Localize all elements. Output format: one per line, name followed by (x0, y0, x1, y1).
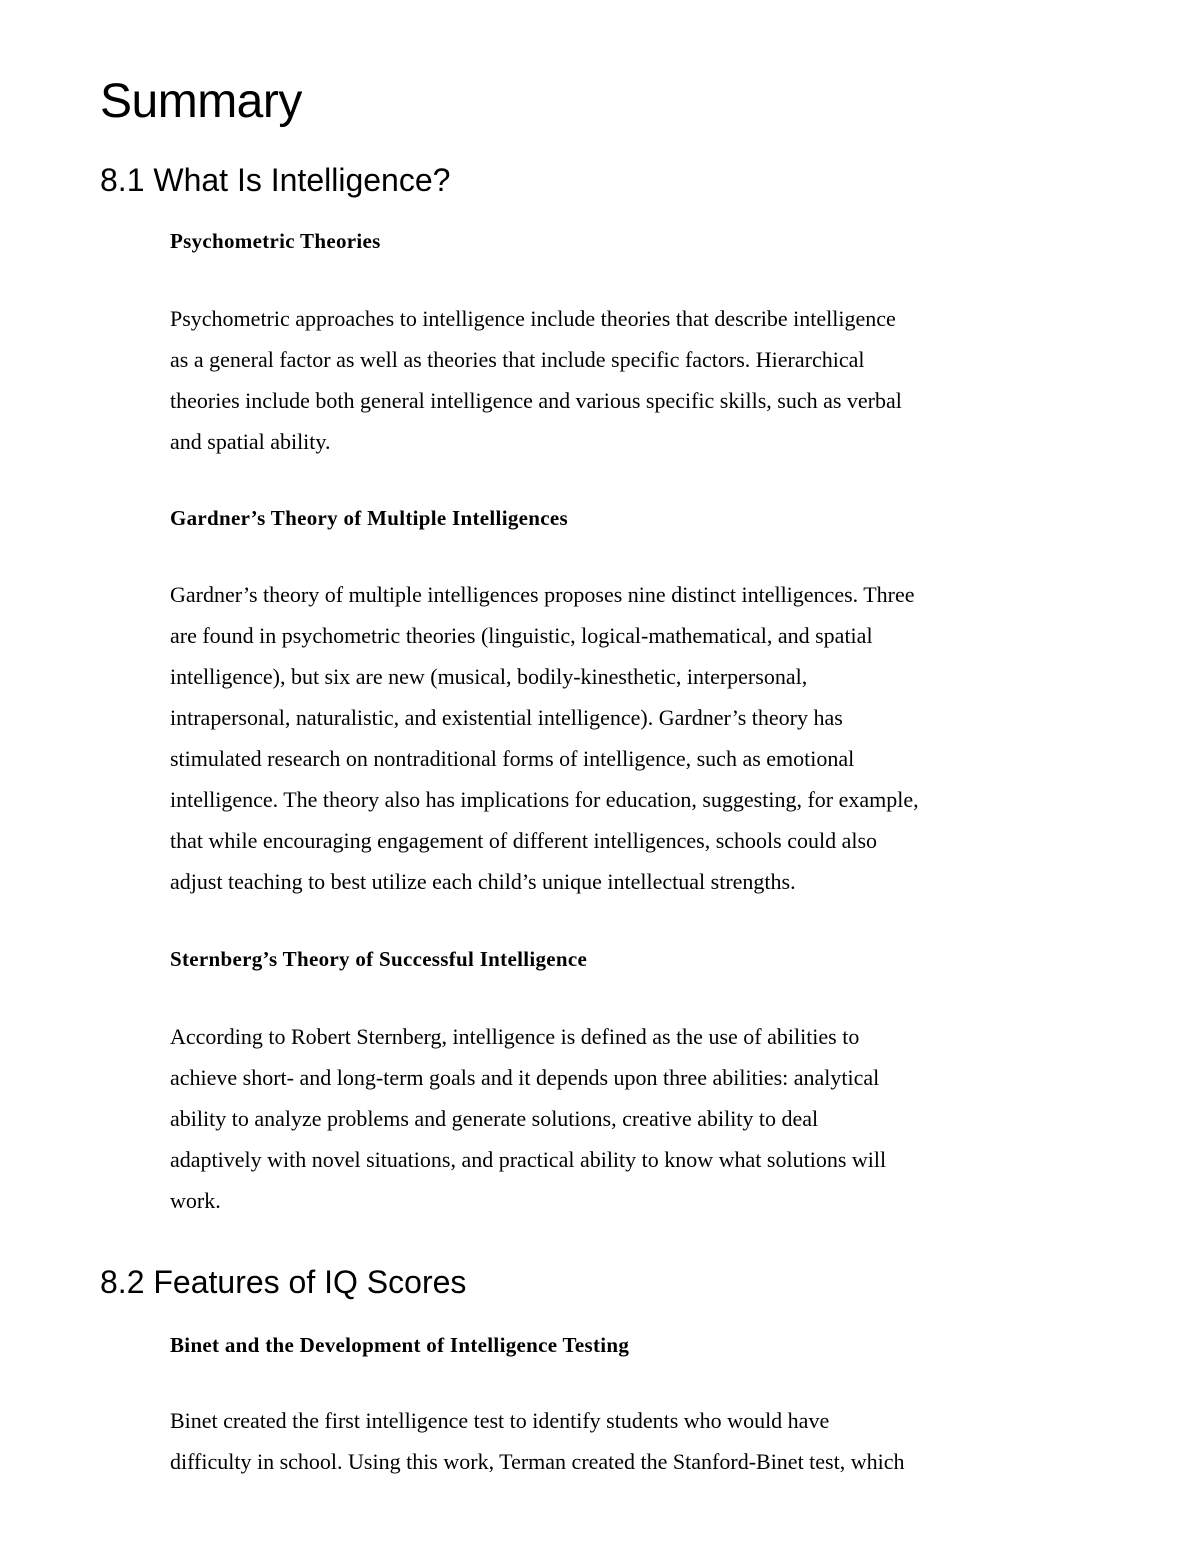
text-line: as a general factor as well as theories that include specific factors. Hierarchical (170, 347, 865, 372)
text-line: intelligence), but six are new (musical, bodily-kinesthetic, interpersonal, (170, 664, 808, 689)
text-line: adaptively with novel situations, and practical ability to know what solutions will (170, 1147, 887, 1172)
text-line: According to Robert Sternberg, intelligence is defined as the use of abilities to (170, 1024, 860, 1049)
subsection-heading: Binet and the Development of Intelligence Testing (170, 1333, 630, 1357)
text-line: intrapersonal, naturalistic, and existential intelligence). Gardner’s theory has (170, 705, 843, 730)
section-heading: 8.2 Features of IQ Scores (100, 1264, 467, 1300)
text-line: are found in psychometric theories (linguistic, logical-mathematical, and spatial (170, 623, 873, 648)
text-line: Gardner’s theory of multiple intelligences proposes nine distinct intelligences. Three (170, 582, 915, 607)
text-line: work. (170, 1188, 221, 1213)
text-line: intelligence. The theory also has implications for education, suggesting, for example, (170, 787, 919, 812)
paragraph (170, 1400, 1115, 1482)
paragraph (170, 1016, 1115, 1221)
text-line: and spatial ability. (170, 429, 331, 454)
text-line: Psychometric approaches to intelligence include theories that describe intelligence (170, 306, 896, 331)
text-line: difficulty in school. Using this work, Terman created the Stanford-Binet test, which (170, 1449, 905, 1474)
paragraph (170, 298, 1115, 462)
text-line: theories include both general intelligence and various specific skills, such as verbal (170, 388, 902, 413)
text-line: adjust teaching to best utilize each child’s unique intellectual strengths. (170, 869, 796, 894)
text-line: Binet created the first intelligence test to identify students who would have (170, 1408, 830, 1433)
subsection-heading: Psychometric Theories (170, 229, 381, 253)
text-line: ability to analyze problems and generate solutions, creative ability to deal (170, 1106, 819, 1131)
text-line: achieve short- and long-term goals and it depends upon three abilities: analytical (170, 1065, 880, 1090)
text-line: stimulated research on nontraditional forms of intelligence, such as emotional (170, 746, 855, 771)
text-line: that while encouraging engagement of different intelligences, schools could also (170, 828, 878, 853)
page-title: Summary (100, 75, 302, 128)
section-heading: 8.1 What Is Intelligence? (100, 162, 451, 198)
subsection-heading: Sternberg’s Theory of Successful Intelligence (170, 947, 588, 971)
paragraph (170, 574, 1115, 902)
subsection-heading: Gardner’s Theory of Multiple Intelligences (170, 506, 568, 530)
